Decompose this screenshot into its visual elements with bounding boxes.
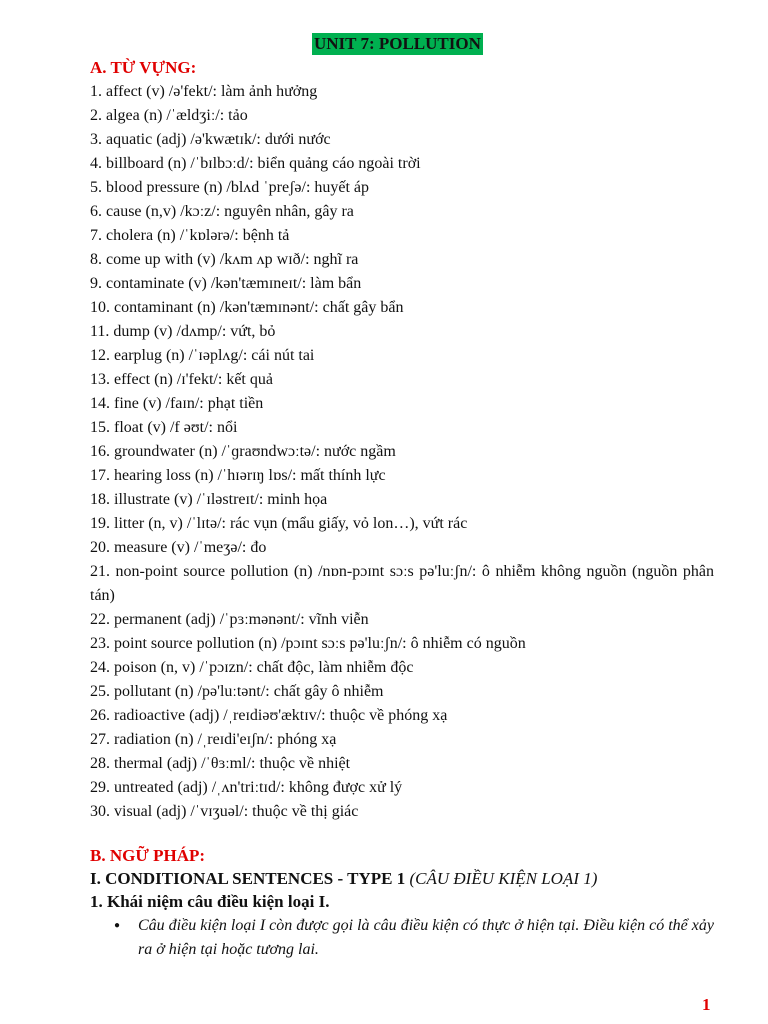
vocab-item: 24. poison (n, v) /ˈpɔɪzn/: chất độc, làm nhiễm độc — [90, 659, 414, 676]
vocab-item: 1. affect (v) /ə'fekt/: làm ảnh hưởng — [90, 83, 318, 100]
vocab-item: 22. permanent (adj) /ˈpɜːmənənt/: vĩnh viễn — [90, 611, 369, 628]
vocab-item: 12. earplug (n) /ˈɪəplʌg/: cái nút tai — [90, 347, 315, 364]
vocab-item: 19. litter (n, v) /ˈlɪtə/: rác vụn (mẩu giấy, vỏ lon…), vứt rác — [90, 515, 468, 532]
vocab-item: 26. radioactive (adj) /ˌreɪdiəʊ'æktɪv/: thuộc về phóng xạ — [90, 707, 448, 724]
vocab-item: 21. non-point source pollution (n) /nɒn-pɔɪnt sɔːs pə'luːʃn/: ô nhiễm không nguồn (nguồn phân tán) — [90, 563, 714, 604]
vocab-item: 18. illustrate (v) /ˈɪləstreɪt/: minh họa — [90, 491, 328, 508]
vocab-item: 3. aquatic (adj) /ə'kwætɪk/: dưới nước — [90, 131, 331, 148]
section-title-subtitle: (CÂU ĐIỀU KIỆN LOẠI 1) — [409, 869, 598, 888]
section-title-main: I. CONDITIONAL SENTENCES - TYPE 1 — [90, 869, 406, 888]
grammar-heading: B. NGỮ PHÁP: — [90, 846, 206, 865]
bullet-dot-icon: ● — [114, 920, 121, 931]
vocab-item: 30. visual (adj) /ˈvɪʒuəl/: thuộc về thị giác — [90, 803, 359, 820]
vocab-item: 10. contaminant (n) /kən'tæmɪnənt/: chất gây bẩn — [90, 299, 404, 316]
vocab-item: 2. algea (n) /ˈældʒiː/: tảo — [90, 107, 248, 124]
vocab-item: 27. radiation (n) /ˌreɪdi'eɪʃn/: phóng xạ — [90, 731, 337, 748]
vocab-item: 20. measure (v) /ˈmeʒə/: đo — [90, 539, 267, 556]
vocab-item: 7. cholera (n) /ˈkɒlərə/: bệnh tả — [90, 227, 290, 244]
subsection-title — [90, 890, 329, 914]
vocab-item: 16. groundwater (n) /ˈɡraʊndwɔːtə/: nước ngầm — [90, 443, 396, 460]
vocab-item: 28. thermal (adj) /ˈθɜːml/: thuộc về nhiệt — [90, 755, 351, 772]
vocab-item: 25. pollutant (n) /pə'luːtənt/: chất gây ô nhiễm — [90, 683, 384, 700]
vocab-item: 6. cause (n,v) /kɔːz/: nguyên nhân, gây ra — [90, 203, 354, 220]
vocab-heading: A. TỪ VỰNG: — [90, 58, 197, 77]
vocab-item: 5. blood pressure (n) /blʌd ˈpreʃə/: huyết áp — [90, 179, 370, 196]
vocab-item: 15. float (v) /f əʊt/: nổi — [90, 419, 238, 436]
page-number: 1 — [702, 995, 711, 1014]
vocab-list — [90, 80, 714, 824]
bullet-text: Câu điều kiện loại I còn được gọi là câu điều kiện có thực ở hiện tại. Điều kiện có thể xảy ra ở hiện tại hoặc tương lai. — [138, 917, 714, 958]
vocab-item: 17. hearing loss (n) /ˈhɪərɪŋ lɒs/: mất thính lực — [90, 467, 386, 484]
vocab-item: 29. untreated (adj) /ˌʌn'triːtɪd/: không được xử lý — [90, 779, 403, 796]
vocab-item: 9. contaminate (v) /kən'tæmɪneɪt/: làm bẩn — [90, 275, 362, 292]
section-title — [90, 867, 597, 891]
vocab-item: 13. effect (n) /ɪ'fekt/: kết quả — [90, 371, 273, 388]
vocab-item: 14. fine (v) /faɪn/: phạt tiền — [90, 395, 264, 412]
vocab-item: 11. dump (v) /dʌmp/: vứt, bỏ — [90, 323, 276, 340]
vocab-item: 4. billboard (n) /ˈbɪlbɔːd/: biển quảng cáo ngoài trời — [90, 155, 421, 172]
vocab-item: 23. point source pollution (n) /pɔɪnt sɔːs pə'luːʃn/: ô nhiễm có nguồn — [90, 635, 526, 652]
vocab-item: 8. come up with (v) /kʌm ʌp wɪð/: nghĩ ra — [90, 251, 359, 268]
subsection-title-text: 1. Khái niệm câu điều kiện loại I. — [90, 892, 330, 911]
unit-title: UNIT 7: POLLUTION — [314, 34, 481, 53]
